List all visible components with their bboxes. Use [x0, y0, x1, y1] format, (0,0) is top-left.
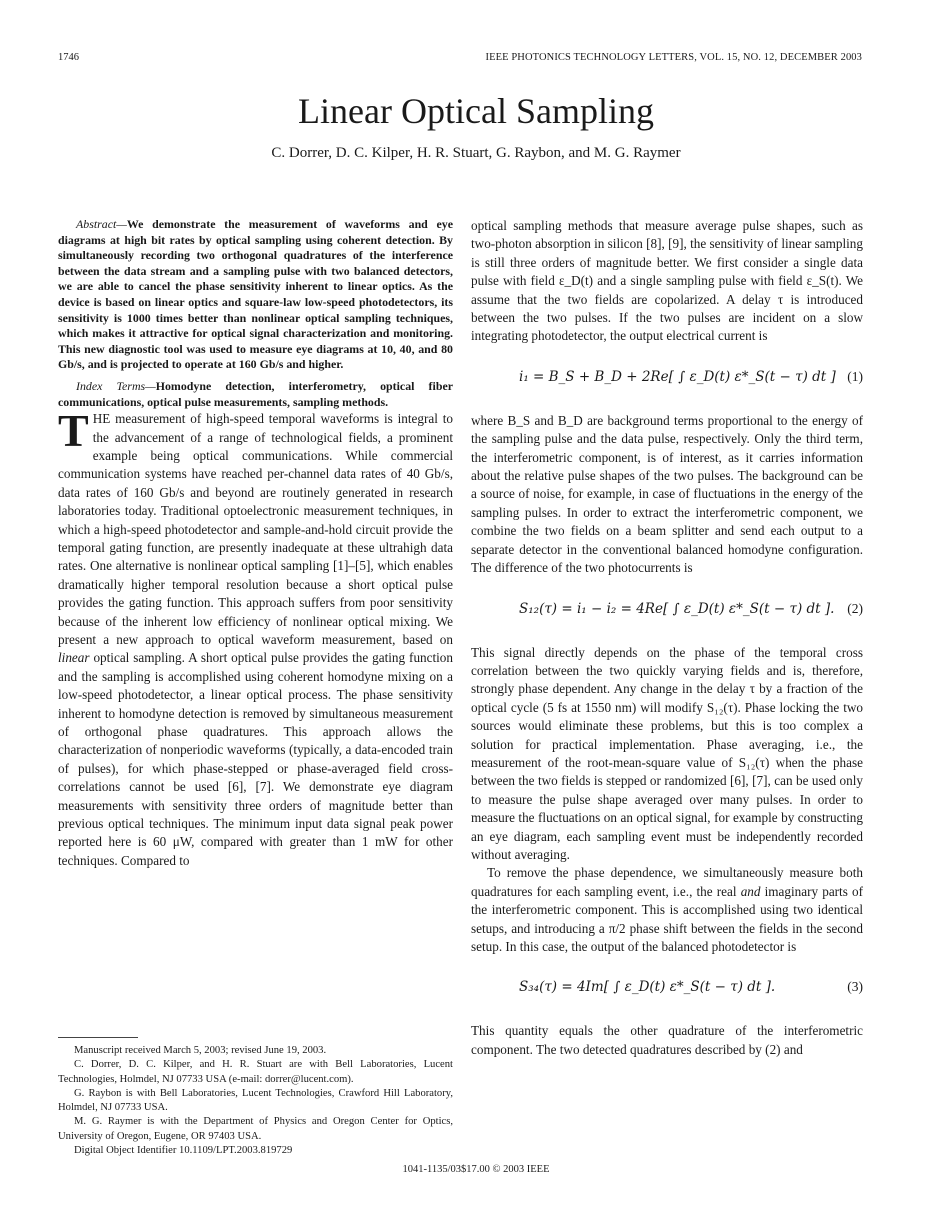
- page-number: 1746: [58, 52, 79, 63]
- left-column: [58, 217, 453, 870]
- paragraph-quadratures: [471, 864, 863, 956]
- footnotes: [58, 1037, 453, 1158]
- abstract: [58, 217, 453, 373]
- footnote-affiliation-1: C. Dorrer, D. C. Kilper, and H. R. Stuart are with Bell Laboratories, Lucent Technologies, Holmdel, NJ 07733 USA (e-mail: dorrer@lucent.com).: [58, 1059, 453, 1085]
- author-list: C. Dorrer, D. C. Kilper, H. R. Stuart, G. Raybon, and M. G. Raymer: [271, 145, 681, 161]
- paragraph-other-quadrature: This quantity equals the other quadrature of the interferometric component. The two detected quadratures described by (2) and: [471, 1023, 863, 1057]
- footnote-doi: Digital Object Identifier 10.1109/LPT.2003.819729: [74, 1145, 293, 1157]
- quadratures-emphasis: and: [740, 883, 761, 899]
- equation-2-expression: S₁₂(τ) = i₁ − i₂ = 4Re[ ∫ ε_D(t) ε*_S(t − τ) dt ].: [519, 600, 835, 617]
- equation-3-number: (3): [847, 979, 863, 995]
- equation-3-expression: S₃₄(τ) = 4Im[ ∫ ε_D(t) ε*_S(t − τ) dt ].: [519, 979, 776, 996]
- footnote-affiliation-3: M. G. Raymer is with the Department of Physics and Oregon Center for Optics, University of Oregon, Eugene, OR 97403 USA.: [58, 1116, 453, 1142]
- equation-2: [471, 588, 863, 634]
- paragraph-phase-dependence: This signal directly depends on the phase of the temporal cross correlation between the two quickly varying fields and is, therefore, strongly phase dependent. Any change in the delay τ by a fraction of the optical cycle (5 fs at 1550 nm) will modify S₁₂(τ). Phase locking the two sources would eliminate these problems, but this is too complex a solution for practical implementation. Phase averaging, i.e., the measurement of the root-mean-square value of S₁₂(τ) when the phase between the two fields is stepped or randomized [6], [7], can be used only to measure the pulse shape averaged over many pulses. In order to measure the fluctuations on an optical signal, for example by constructing an eye diagram, each sampling event must be independently recorded without averaging.: [471, 644, 863, 862]
- paragraph-sampling-intro: optical sampling methods that measure average pulse shapes, such as two-photon absorption in silicon [8], [9], the sensitivity of linear sampling is still three orders of magnitude better. We first consider a single data pulse with field ε_D(t) and a single sampling pulse with field ε_S(t). We assume that the two fields are copolarized. A delay τ is introduced between the two pulses. If the two pulses are incident on a slow integrating photodetector, the output electrical current is: [471, 218, 863, 344]
- quadratures-text-a: To remove the phase dependence, we simultaneously measure both quadratures for each sampling event, i.e., the real: [471, 865, 863, 899]
- equation-2-number: (2): [847, 600, 863, 616]
- footnote-affiliation-2: G. Raybon is with Bell Laboratories, Lucent Technologies, Crawford Hill Laboratory, Holmdel, NJ 07733 USA.: [58, 1087, 453, 1114]
- quadratures-text-b: imaginary parts of the interferometric component. This is accomplished using two identical setups, and introducing a π/2 phase shift between the fields in the second setup. In this case, the output of the balanced photodetector is: [471, 883, 863, 954]
- intro-text-a: HE measurement of high-speed temporal waveforms is integral to the advancement of a range of technological fields, a prominent example being optical communications. While commercial communication systems have reached per-channel data rates of 40 Gb/s, data rates of 160 Gb/s and beyond are routinely generated in research laboratories today. Traditional optoelectronic measurement techniques, in which a high-speed photodetector and sample-and-hold circuit provide the temporal gating function, are presently inadequate at these ultrahigh data rates. One alternative is nonlinear optical sampling [1]–[5], which enables dramatically higher temporal resolution because a short optical pulse provides the gating function. This approach suffers from poor sensitivity because of the inherent low efficiency of nonlinear optical mixing. We present a new approach to optical waveform measurement, based on: [58, 411, 453, 647]
- right-column: [471, 217, 863, 1059]
- intro-emphasis: linear: [58, 650, 90, 666]
- footnote-rule: [58, 1037, 138, 1038]
- journal-header: IEEE PHOTONICS TECHNOLOGY LETTERS, VOL. 15, NO. 12, DECEMBER 2003: [485, 52, 862, 63]
- index-terms-text: Homodyne detection, interferometry, optical fiber communications, optical pulse measurements, sampling methods.: [58, 378, 453, 409]
- footnote-received: Manuscript received March 5, 2003; revised June 19, 2003.: [74, 1045, 327, 1056]
- paragraph-background-terms: where B_S and B_D are background terms proportional to the energy of the sampling pulse and the data pulse, respectively. Only the third term, the interferometric component, is of interest, as it carries information about the relative pulse shapes of the two pulses. The background can be a source of noise, for example, in case of fluctuations in the energy of the sampling pulses. In order to extract the interferometric component, we combine the two fields on a beam splitter and send each output to a separate detector in the conventional balanced homodyne configuration. The difference of the two photocurrents is: [471, 412, 863, 576]
- intro-paragraph: [58, 405, 453, 870]
- intro-text-b: optical sampling. A short optical pulse provides the gating function and the sampling is accomplished using coherent homodyne mixing on a low-speed photodetector, a linear optical process. The phase sensitivity inherent to homodyne detection is removed by simultaneous measurement of orthogonal phase quadratures. This approach allows the characterization of nonperiodic waveforms (typically, a data-encoded train of pulses), for which phase-stepped or phase-averaged field cross-correlations cannot be used [6], [7]. We demonstrate eye diagram measurements with sensitivity three orders of magnitude better than previous optical techniques. The minimum input data signal peak power reported here is 60 μW, compared with greater than 1 mW for other techniques. Compared to: [58, 650, 453, 868]
- copyright-footer: 1041-1135/03$17.00 © 2003 IEEE: [402, 1164, 550, 1175]
- abstract-lead: Abstract—: [76, 217, 127, 231]
- equation-1-number: (1): [847, 368, 863, 384]
- index-terms: [58, 379, 453, 410]
- abstract-text: We demonstrate the measurement of waveforms and eye diagrams at high bit rates by optical sampling using coherent detection. By simultaneously recording two orthogonal quadratures of the interference between the data stream and a sampling pulse with two balanced detectors, we are able to cancel the phase sensitivity inherent to linear optics. As the device is based on linear optics and square-law low-speed photodetectors, its sensitivity is 1000 times better than nonlinear optical sampling techniques, which makes it attractive for optical signal characterization and monitoring. This new diagnostic tool was used to measure eye diagrams at 10, 40, and 80 Gb/s, and is projected to operate at 160 Gb/s and higher.: [58, 217, 453, 372]
- equation-1-expression: i₁ = B_S + B_D + 2Re[ ∫ ε_D(t) ε*_S(t − τ) dt ]: [519, 368, 836, 385]
- equation-1: [471, 356, 863, 402]
- drop-cap: T: [58, 405, 89, 457]
- equation-3: [471, 966, 863, 1012]
- paper-title: Linear Optical Sampling: [298, 91, 654, 131]
- index-terms-lead: Index Terms—: [76, 378, 156, 393]
